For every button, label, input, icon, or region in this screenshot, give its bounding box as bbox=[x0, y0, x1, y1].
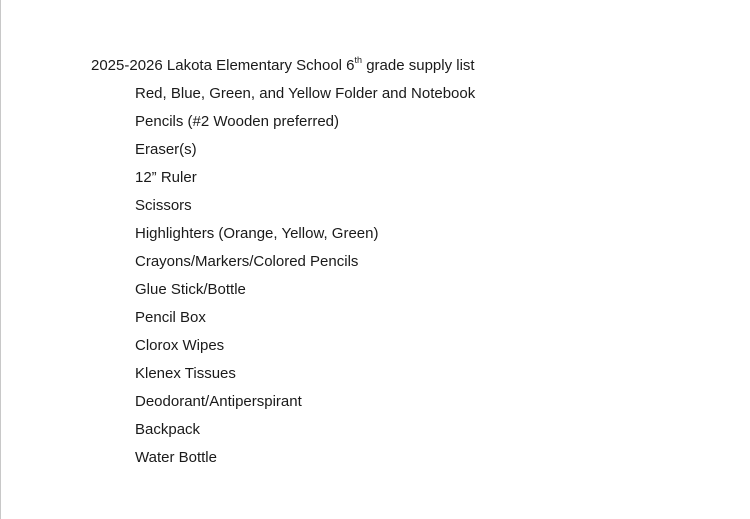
list-item: Klenex Tissues bbox=[135, 365, 236, 382]
list-item: Pencil Box bbox=[135, 309, 206, 326]
page-title bbox=[91, 57, 475, 75]
title-prefix: 2025-2026 Lakota Elementary School 6 bbox=[91, 57, 355, 74]
list-item: Crayons/Markers/Colored Pencils bbox=[135, 253, 359, 270]
list-item: Eraser(s) bbox=[135, 141, 197, 158]
title-superscript: th bbox=[354, 55, 363, 65]
supply-list bbox=[135, 85, 475, 477]
list-item: Deodorant/Antiperspirant bbox=[135, 393, 302, 410]
list-item: Scissors bbox=[135, 197, 192, 214]
list-item: Water Bottle bbox=[135, 449, 217, 466]
list-item: Backpack bbox=[135, 421, 201, 438]
list-item: Glue Stick/Bottle bbox=[135, 281, 246, 298]
list-item: Clorox Wipes bbox=[135, 337, 225, 354]
list-item: Pencils (#2 Wooden preferred) bbox=[135, 113, 339, 130]
title-suffix: grade supply list bbox=[362, 57, 475, 74]
list-item: Highlighters (Orange, Yellow, Green) bbox=[135, 225, 379, 242]
list-item: 12” Ruler bbox=[135, 169, 197, 186]
list-item: Red, Blue, Green, and Yellow Folder and Notebook bbox=[135, 85, 476, 102]
